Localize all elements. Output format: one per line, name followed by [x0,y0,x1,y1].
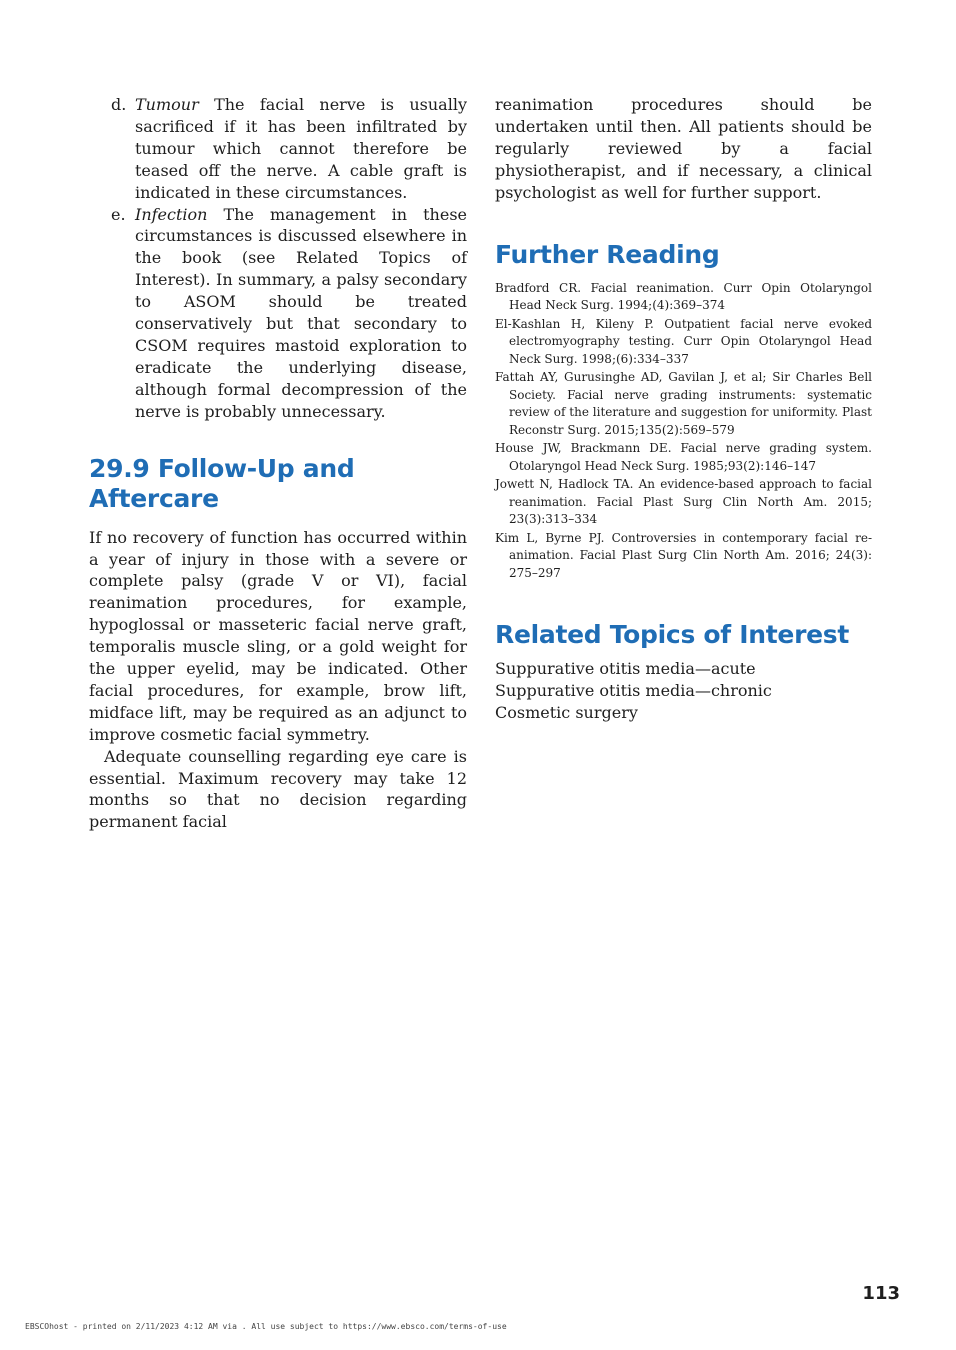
reference-item: Fattah AY, Gurusinghe AD, Gavilan J, et al; Sir Charles Bell Society. Facial nerve grading instruments: systematic review of the literature and suggestion for uniformity. Plast Reconstr Surg. 2015;135(2):569–579 [495,370,872,437]
left-column [89,94,467,833]
reference-item: Kim L, Byrne PJ. Controversies in contemporary facial reanimation. Facial Plast Surg Clin North Am. 2016; 24(3): 275–297 [495,530,872,580]
list-term: Tumour [135,95,199,114]
right-column [495,94,872,724]
related-topics-list [495,658,872,724]
paragraph: If no recovery of function has occurred within a year of injury in those with a severe or complete palsy (grade V or VI), facial reanimation procedures, for example, hypoglossal or masseteric facial nerve graft, temporalis muscle sling, or a gold weight for the upper eyelid, may be indicated. Other facial procedures, for example, brow lift, midface lift, may be required as an adjunct to improve cosmetic facial symmetry. [89,527,467,744]
list-text: The facial nerve is usually sacrificed if it has been infiltrated by tumour which cannot therefore be teased off the nerve. A cable graft is indicated in these circumstances. [135,95,467,202]
list-item [89,94,467,204]
related-topic-item: Suppurative otitis media—chronic [495,681,772,701]
list-term: Infection [135,204,208,224]
management-list [89,94,467,423]
further-reading-heading: Further Reading [495,239,720,269]
list-marker: e. [111,204,126,224]
reference-item: El-Kashlan H, Kileny P. Outpatient facial nerve evoked electromyography testing. Curr Opin Otolaryngol Head Neck Surg. 1998;(6):334–337 [495,316,872,366]
related-topic-item: Cosmetic surgery [495,703,638,723]
list-marker: d. [111,95,127,114]
reference-item: Bradford CR. Facial reanimation. Curr Opin Otolaryngol Head Neck Surg. 1994;(4):369–374 [495,280,872,313]
paragraph: Adequate counselling regarding eye care is essential. Maximum recovery may take 12 months so that no decision regarding permanent facial [89,746,467,832]
paragraph-continuation: reanimation procedures should be undertaken until then. All patients should be regularly reviewed by a facial physiotherapist, and if necessary, a clinical psychologist as well for further support. [495,95,872,202]
list-text: The management in these circumstances is discussed elsewhere in the book (see Related Topics of Interest). In summary, a palsy secondary to ASOM should be treated conservatively but that secondary to CSOM requires mastoid exploration to eradicate the underlying disease, although formal decompression of the nerve is probably unnecessary. [135,204,467,421]
reference-item: House JW, Brackmann DE. Facial nerve grading system. Otolaryngol Head Neck Surg. 1985;93(2):146–147 [495,441,872,473]
list-item [89,204,467,423]
reference-list [495,280,872,583]
reference-item: Jowett N, Hadlock TA. An evidence-based approach to facial reanimation. Facial Plast Surg Clin North Am. 2015; 23(3):313–334 [495,477,872,527]
related-topic-item: Suppurative otitis media—acute [495,659,756,679]
print-footer: EBSCOhost - printed on 2/11/2023 4:12 AM via . All use subject to https://www.ebsco.com/terms-of-use [25,1322,507,1331]
related-topics-heading: Related Topics of Interest [495,620,850,650]
page-number: 113 [862,1283,900,1304]
section-heading-follow-up: 29.9 Follow-Up and Aftercare [89,453,355,513]
